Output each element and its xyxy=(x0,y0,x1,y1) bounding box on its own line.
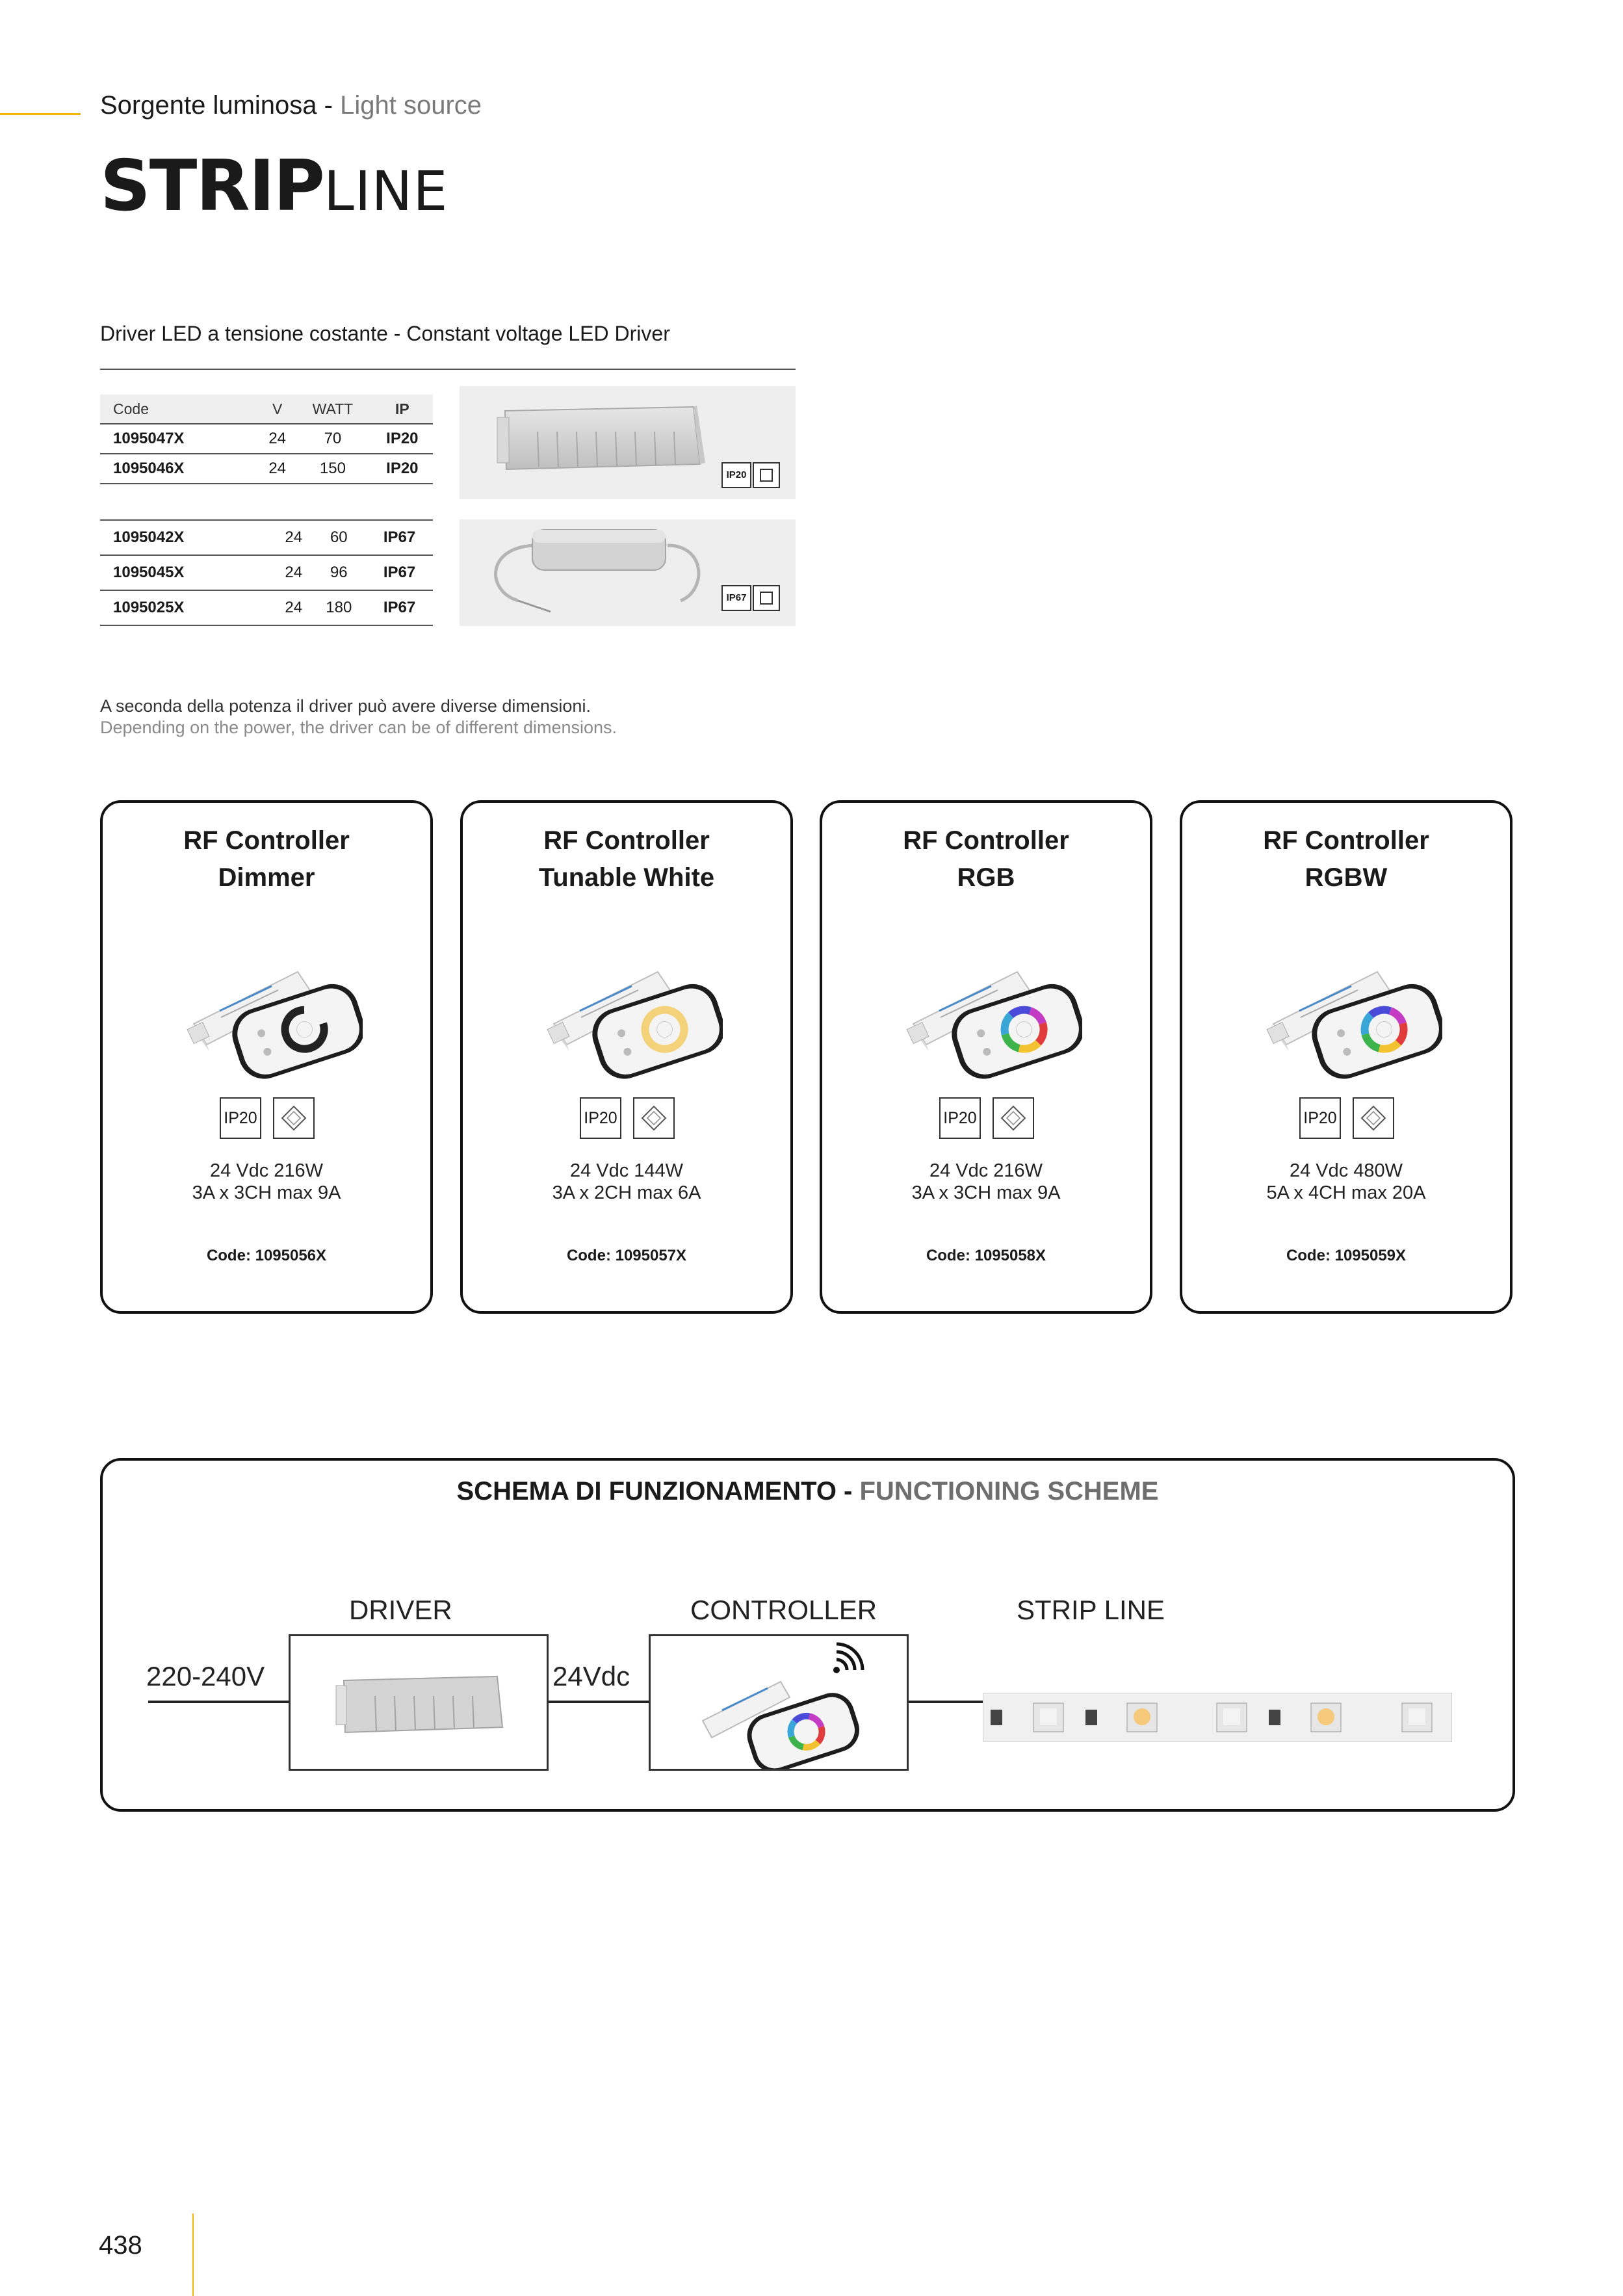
controller-remote-illustration xyxy=(900,933,1082,1082)
cell-watt: 60 xyxy=(312,520,366,555)
cell-code: 1095042X xyxy=(100,520,276,555)
ip-rating-badge: IP20 xyxy=(580,1097,621,1139)
diamond-mark-icon xyxy=(274,1099,313,1138)
double-insulation-icon xyxy=(753,585,780,611)
diamond-mark-icon xyxy=(634,1099,673,1138)
controller-spec-power: 24 Vdc 480W xyxy=(1289,1160,1403,1181)
diamond-mark-icon xyxy=(994,1099,1033,1138)
table-row xyxy=(100,555,433,590)
controller-spec-channels: 3A x 2CH max 6A xyxy=(552,1182,701,1203)
certification-icon xyxy=(993,1097,1034,1139)
controller-code: Code: 1095057X xyxy=(566,1247,687,1264)
col-header-v: V xyxy=(261,395,294,424)
cell-code: 1095046X xyxy=(100,454,261,484)
ip-rating-badge: IP20 xyxy=(220,1097,261,1139)
cell-code: 1095045X xyxy=(100,555,276,590)
controller-title-line2: RGBW xyxy=(1305,863,1388,892)
wireless-signal-icon xyxy=(827,1640,866,1679)
ip-rating-badge: IP20 xyxy=(1299,1097,1341,1139)
scheme-title xyxy=(100,1477,1515,1506)
cell-v: 24 xyxy=(261,424,294,454)
page-number: 438 xyxy=(99,2231,142,2260)
driver-unit-illustration xyxy=(291,1636,547,1769)
controller-title-line1: RF Controller xyxy=(903,826,1069,855)
controller-title-line2: RGB xyxy=(957,863,1015,892)
controller-spec-power: 24 Vdc 216W xyxy=(929,1160,1043,1181)
controller-spec-channels: 5A x 4CH max 20A xyxy=(1266,1182,1426,1203)
controller-code: Code: 1095056X xyxy=(206,1247,327,1264)
cell-v: 24 xyxy=(261,454,294,484)
table-row xyxy=(100,454,433,484)
col-header-code: Code xyxy=(100,395,261,424)
driver-label: DRIVER xyxy=(349,1595,452,1625)
controller-spec-channels: 3A x 3CH max 9A xyxy=(192,1182,341,1203)
footer-accent-line xyxy=(192,2213,194,2296)
cell-v: 24 xyxy=(276,590,312,625)
section-heading-en: Light source xyxy=(340,91,482,120)
controller-unit-illustration xyxy=(651,1636,907,1769)
controller-title-line1: RF Controller xyxy=(1263,826,1429,855)
driver-note-it: A seconda della potenza il driver può avere diverse dimensioni. xyxy=(100,696,591,716)
col-header-watt: WATT xyxy=(294,395,372,424)
controller-code: Code: 1095059X xyxy=(1286,1247,1407,1264)
controller-card-1 xyxy=(100,800,433,1314)
controller-remote-illustration xyxy=(181,933,363,1082)
scheme-controller-box xyxy=(649,1634,909,1771)
brand-title-light: LINE xyxy=(323,159,448,223)
cell-watt: 180 xyxy=(312,590,366,625)
brand-title-bold: STRIP xyxy=(100,146,324,227)
driver-table-ip20 xyxy=(100,395,433,484)
section-heading-it: Sorgente luminosa xyxy=(100,91,317,120)
cell-watt: 70 xyxy=(294,424,372,454)
controller-title-line2: Dimmer xyxy=(218,863,315,892)
double-insulation-icon xyxy=(753,462,780,488)
controller-card-3 xyxy=(820,800,1152,1314)
mains-wire xyxy=(148,1701,290,1703)
controller-title-line2: Tunable White xyxy=(538,863,715,892)
table-row xyxy=(100,520,433,555)
cell-v: 24 xyxy=(276,555,312,590)
certification-icon xyxy=(273,1097,315,1139)
ip-rating-badge: IP20 xyxy=(939,1097,981,1139)
section-heading-sep: - xyxy=(317,91,341,120)
cell-code: 1095025X xyxy=(100,590,276,625)
cell-v: 24 xyxy=(276,520,312,555)
col-header-ip: IP xyxy=(372,395,433,424)
table-row xyxy=(100,424,433,454)
cell-code: 1095047X xyxy=(100,424,261,454)
table-row xyxy=(100,590,433,625)
controller-remote-illustration xyxy=(1260,933,1442,1082)
brand-title xyxy=(100,146,448,227)
controller-title-line1: RF Controller xyxy=(543,826,710,855)
strip-line-label: STRIP LINE xyxy=(1017,1595,1165,1625)
controller-card-4 xyxy=(1180,800,1513,1314)
cell-ip: IP20 xyxy=(372,454,433,484)
ip-rating-badge: IP20 xyxy=(721,462,751,488)
diamond-mark-icon xyxy=(1354,1099,1393,1138)
controller-spec-power: 24 Vdc 144W xyxy=(569,1160,684,1181)
driver-photo-ip20 xyxy=(460,386,796,499)
driver-table-ip67 xyxy=(100,519,433,626)
controller-code: Code: 1095058X xyxy=(926,1247,1046,1264)
controller-spec-channels: 3A x 3CH max 9A xyxy=(911,1182,1061,1203)
strip-wire xyxy=(909,1701,985,1703)
dc-wire xyxy=(549,1701,650,1703)
cell-ip: IP67 xyxy=(366,590,433,625)
input-voltage-label: 220-240V xyxy=(146,1661,265,1691)
cell-ip: IP20 xyxy=(372,424,433,454)
cell-ip: IP67 xyxy=(366,555,433,590)
ip-rating-badge: IP67 xyxy=(721,585,751,611)
scheme-title-en: FUNCTIONING SCHEME xyxy=(859,1477,1159,1506)
scheme-title-sep: - xyxy=(836,1477,860,1506)
controller-card-2 xyxy=(460,800,793,1314)
controller-spec-power: 24 Vdc 216W xyxy=(209,1160,324,1181)
controller-title-line1: RF Controller xyxy=(183,826,350,855)
controller-title xyxy=(1182,822,1510,896)
led-strip-illustration xyxy=(983,1693,1452,1742)
header-accent-line xyxy=(0,113,81,115)
certification-icon xyxy=(1353,1097,1394,1139)
scheme-driver-box xyxy=(289,1634,549,1771)
section-heading xyxy=(100,91,482,120)
scheme-title-it: SCHEMA DI FUNZIONAMENTO xyxy=(456,1477,837,1506)
controller-title xyxy=(103,822,430,896)
cell-ip: IP67 xyxy=(366,520,433,555)
controller-title xyxy=(463,822,790,896)
cell-watt: 150 xyxy=(294,454,372,484)
driver-photo-ip67 xyxy=(460,519,796,626)
controller-label: CONTROLLER xyxy=(690,1595,877,1625)
controller-remote-illustration xyxy=(541,933,723,1082)
certification-icon xyxy=(633,1097,675,1139)
output-voltage-label: 24Vdc xyxy=(552,1661,630,1691)
driver-section-rule xyxy=(100,369,796,370)
controller-title xyxy=(822,822,1150,896)
driver-note-en: Depending on the power, the driver can be of different dimensions. xyxy=(100,718,617,737)
driver-section-title: Driver LED a tensione costante - Constant voltage LED Driver xyxy=(100,322,670,345)
cell-watt: 96 xyxy=(312,555,366,590)
